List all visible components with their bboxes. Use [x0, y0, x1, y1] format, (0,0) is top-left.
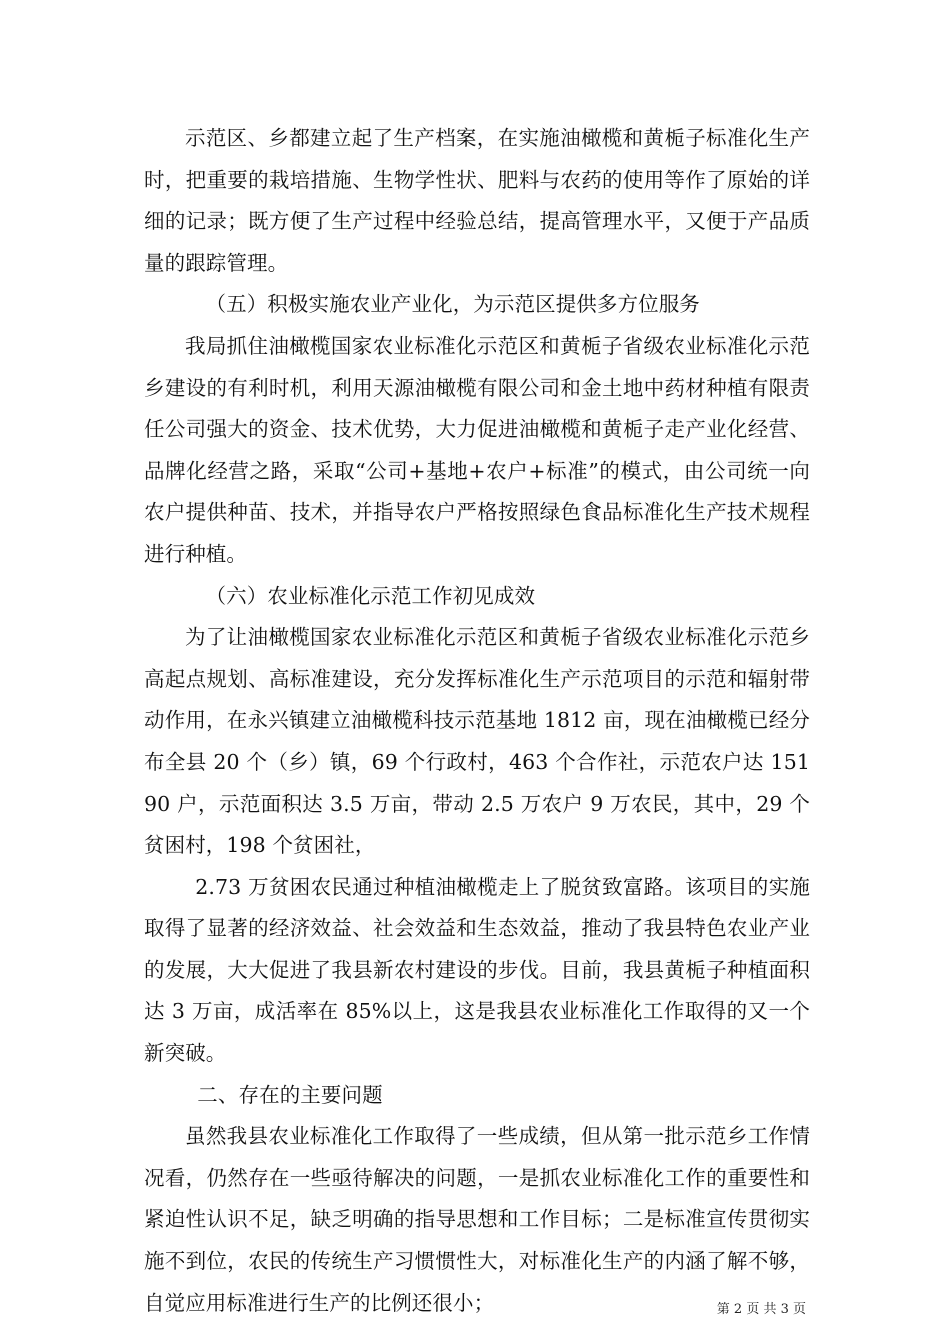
section-heading-initial-results: （六）农业标准化示范工作初见成效 — [205, 583, 536, 608]
document-body — [144, 118, 810, 1324]
paragraph-main-problems: 虽然我县农业标准化工作取得了一些成绩，但从第一批示范乡工作情况看，仍然存在一些亟待解决的问题，一是抓农业标准化工作的重要性和紧迫性认识不足，缺乏明确的指导思想和工作目标；二是标准宣传贯彻实施不到位，农民的传统生产习惯惯性大，对标准化生产的内涵了解不够，自觉应用标准进行生产的比例还很小； — [144, 1124, 810, 1315]
paragraph-initial-results: 为了让油橄榄国家农业标准化示范区和黄栀子省级农业标准化示范乡高起点规划、高标准建设，充分发挥标准化生产示范项目的示范和辐射带动作用，在永兴镇建立油橄榄科技示范基地 1812 亩，现在油橄榄已经分布全县 20 个（乡）镇，69 个行政村，463 个合作社，示范农户达 15190 户，示范面积达 3.5 万亩，带动 2.5 万农户 9 万农民，其中，29 个贫困村，198 个贫困社， — [144, 625, 810, 858]
section-heading-industrialization: （五）积极实施农业产业化，为示范区提供多方位服务 — [205, 292, 700, 317]
page-number: 第 2 页 共 3 页 — [716, 1302, 806, 1317]
paragraph-industrialization: 我局抓住油橄榄国家农业标准化示范区和黄栀子省级农业标准化示范乡建设的有利时机，利用天源油橄榄有限公司和金土地中药材种植有限责任公司强大的资金、技术优势，大力促进油橄榄和黄栀子走产业化经营、品牌化经营之路，采取“公司+基地+农户+标准”的模式，由公司统一向农户提供种苗、技术，并指导农户严格按照绿色食品标准化生产技术规程进行种植。 — [144, 333, 810, 566]
paragraph-poverty-results: 2.73 万贫困农民通过种植油橄榄走上了脱贫致富路。该项目的实施取得了显著的经济效益、社会效益和生态效益，推动了我县特色农业产业的发展，大大促进了我县新农村建设的步伐。目前，我县黄栀子种植面积达 3 万亩，成活率在 85%以上，这是我县农业标准化工作取得的又一个新突破。 — [144, 874, 810, 1066]
paragraph-archive-records: 示范区、乡都建立起了生产档案，在实施油橄榄和黄栀子标准化生产时，把重要的栽培措施、生物学性状、肥料与农药的使用等作了原始的详细的记录；既方便了生产过程中经验总结，提高管理水平，又便于产品质量的跟踪管理。 — [144, 126, 810, 275]
section-heading-main-problems: 二、存在的主要问题 — [197, 1082, 383, 1107]
